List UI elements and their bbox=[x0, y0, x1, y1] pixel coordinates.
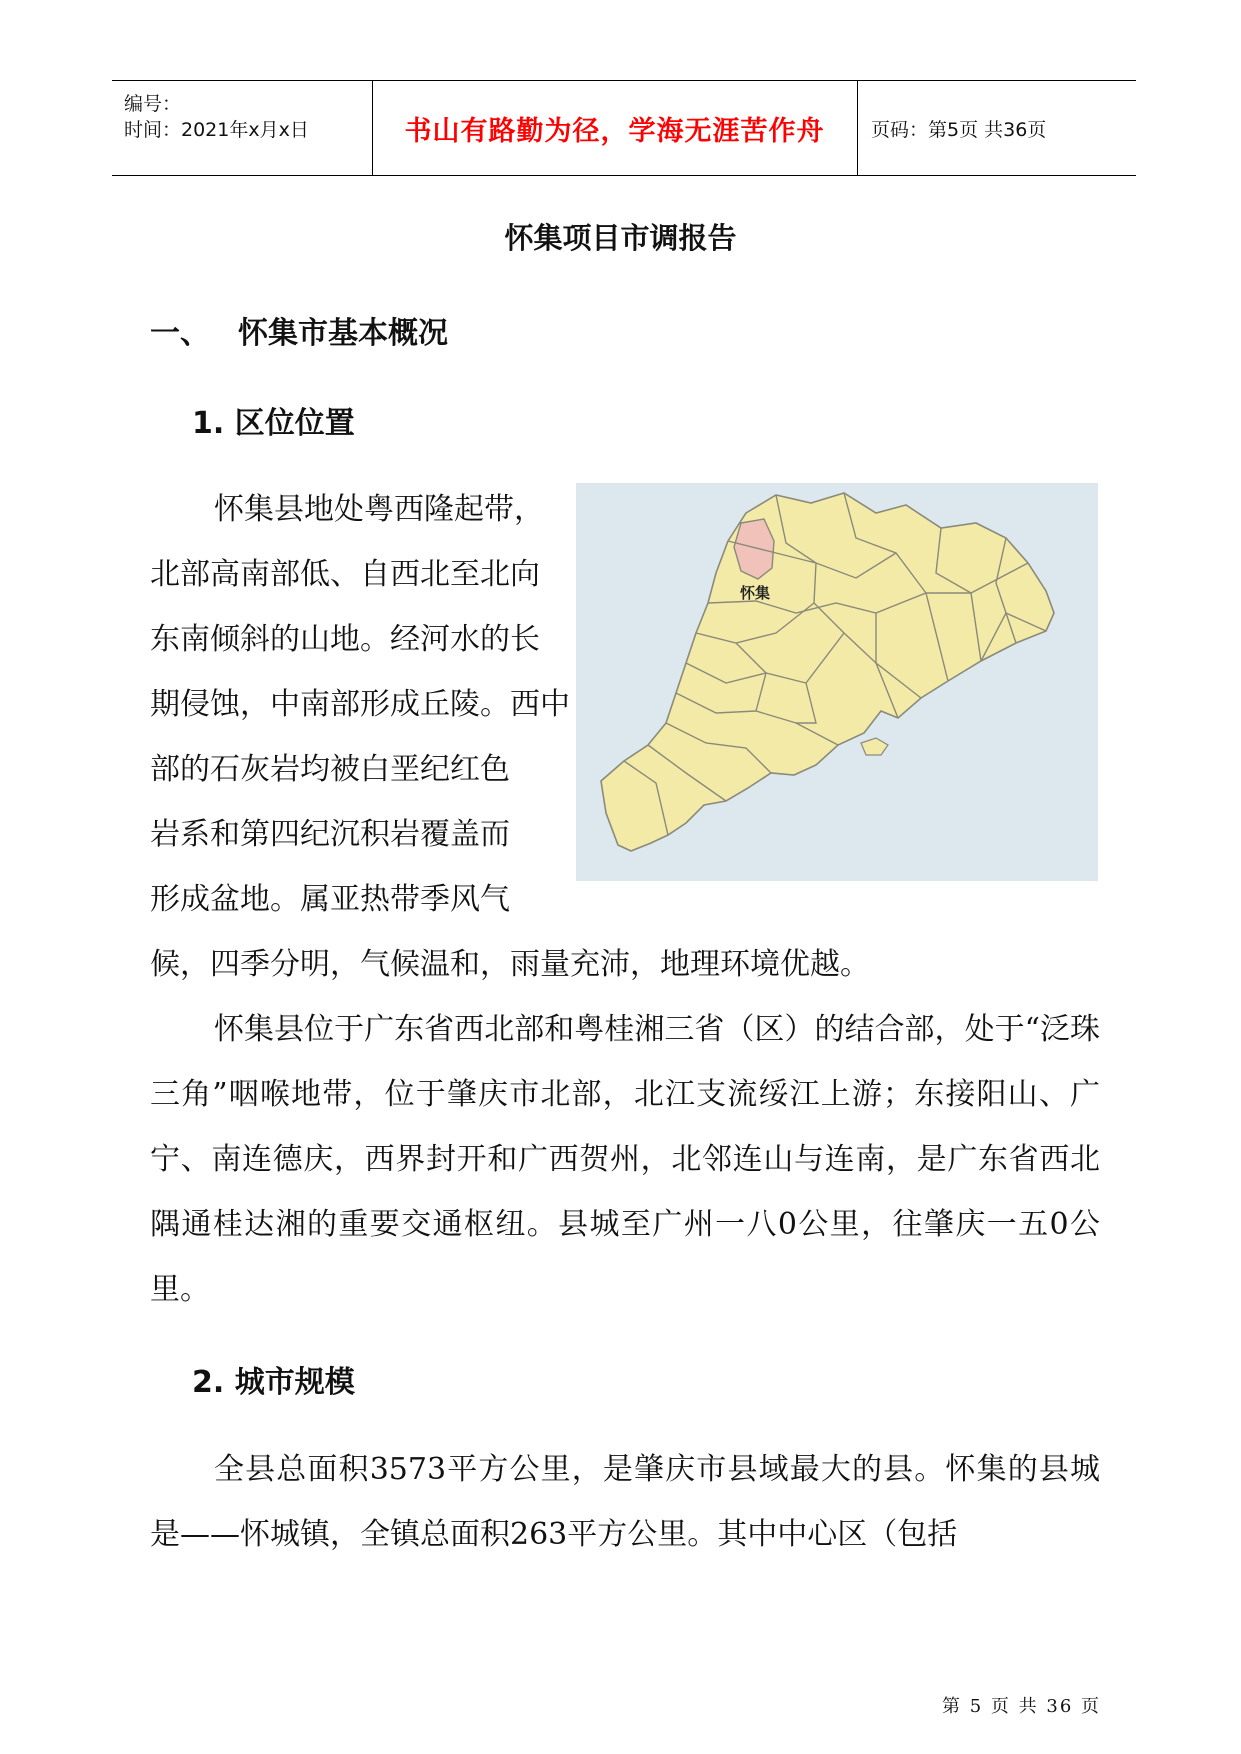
text-line: 形成盆地。属亚热带季风气 bbox=[150, 882, 510, 917]
header-motto-cell bbox=[372, 81, 858, 175]
subsection-heading-location: 1. 区位位置 bbox=[192, 406, 355, 441]
map-label-huaiji: 怀集 bbox=[740, 584, 771, 602]
region-map bbox=[576, 483, 1098, 881]
motto: 书山有路勤为径，学海无涯苦作舟 bbox=[404, 115, 825, 147]
text-line: 怀集县地处粤西隆起带， bbox=[214, 492, 544, 527]
header-page-cell bbox=[859, 81, 1136, 175]
paragraph-climate-end: 候，四季分明，气候温和，雨量充沛，地理环境优越。 bbox=[150, 947, 870, 982]
page-footer: 第 5 页 共 36 页 bbox=[942, 1696, 1101, 1717]
paragraph-scale: 全县总面积3573平方公里，是肇庆市县域最大的县。怀集的县城是——怀城镇，全镇总面积263平方公里。其中中心区（包括 bbox=[150, 1452, 1100, 1552]
number-label: 编号： bbox=[124, 93, 182, 115]
text-line: 部的石灰岩均被白垩纪红色 bbox=[150, 752, 510, 787]
subsection-heading-scale: 2. 城市规模 bbox=[192, 1365, 355, 1400]
paragraph-location: 怀集县位于广东省西北部和粤桂湘三省（区）的结合部，处于“泛珠三角”咽喉地带，位于肇庆市北部，北江支流绥江上游；东接阳山、广宁、南连德庆，西界封开和广西贺州，北邻连山与连南，是广东省西北隅通桂达湘的重要交通枢纽。县城至广州一八0公里，往肇庆一五0公里。 bbox=[150, 1012, 1100, 1307]
header-meta bbox=[112, 81, 373, 175]
section-heading bbox=[150, 308, 448, 352]
document-title: 怀集项目市调报告 bbox=[504, 221, 737, 255]
page-info: 页码：第5页 共36页 bbox=[871, 118, 1047, 141]
page-header bbox=[112, 80, 1136, 176]
text-line: 期侵蚀，中南部形成丘陵。西中 bbox=[150, 687, 570, 722]
text-line: 岩系和第四纪沉积岩覆盖而 bbox=[150, 817, 510, 852]
time-label: 时间：2021年x月x日 bbox=[124, 119, 309, 141]
paragraph-terrain bbox=[150, 477, 570, 932]
section-title: 怀集市基本概况 bbox=[238, 316, 448, 351]
text-line: 东南倾斜的山地。经河水的长 bbox=[150, 622, 540, 657]
section-number: 一、 bbox=[150, 316, 210, 351]
text-line: 北部高南部低、自西北至北向 bbox=[150, 557, 540, 592]
